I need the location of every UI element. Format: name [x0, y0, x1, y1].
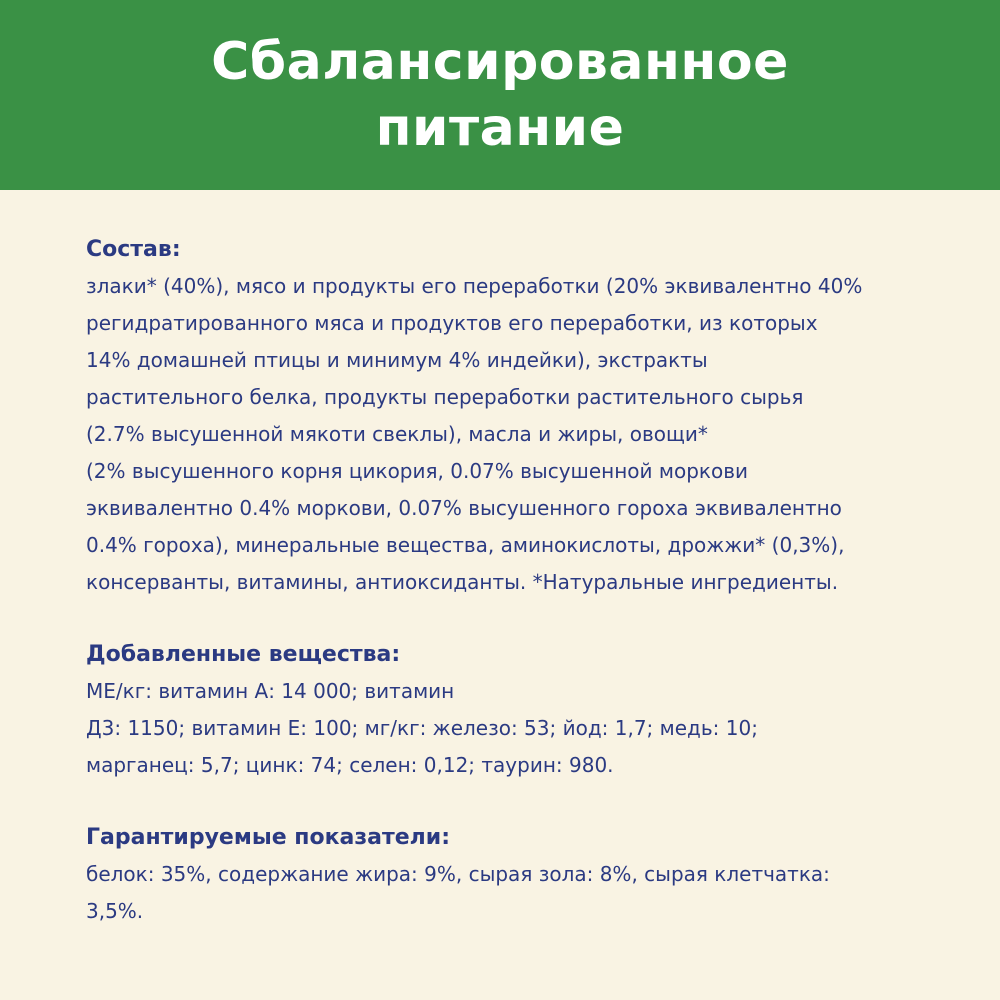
text-line: марганец: 5,7; цинк: 74; селен: 0,12; таурин: 980. [86, 753, 614, 777]
section-guaranteed-analysis [86, 820, 966, 930]
section-heading: Гарантируемые показатели: [86, 825, 451, 850]
text-line: регидратированного мяса и продуктов его переработки, из которых [86, 311, 818, 335]
title-line: питание [375, 98, 625, 158]
text-line: 3,5%. [86, 899, 144, 923]
section-body [86, 673, 966, 784]
title-banner [0, 0, 1000, 190]
section-body [86, 856, 966, 930]
content-area [86, 232, 966, 930]
section-composition [86, 232, 966, 601]
text-line: растительного белка, продукты переработки растительного сырья [86, 385, 804, 409]
section-heading: Состав: [86, 237, 181, 262]
text-line: 0.4% гороха), минеральные вещества, аминокислоты, дрожжи* (0,3%), [86, 533, 845, 557]
section-heading: Добавленные вещества: [86, 642, 401, 667]
text-line: (2% высушенного корня цикория, 0.07% высушенной моркови [86, 459, 749, 483]
text-line: МЕ/кг: витамин А: 14 000; витамин [86, 679, 455, 703]
text-line: эквивалентно 0.4% моркови, 0.07% высушенного гороха эквивалентно [86, 496, 842, 520]
title-line: Сбалансированное [211, 32, 789, 92]
section-body [86, 268, 966, 601]
text-line: 14% домашней птицы и минимум 4% индейки), экстракты [86, 348, 708, 372]
text-line: злаки* (40%), мясо и продукты его переработки (20% эквивалентно 40% [86, 274, 863, 298]
text-line: Д3: 1150; витамин Е: 100; мг/кг: железо: 53; йод: 1,7; медь: 10; [86, 716, 758, 740]
text-line: консерванты, витамины, антиоксиданты. *Натуральные ингредиенты. [86, 570, 839, 594]
text-line: (2.7% высушенной мякоти свеклы), масла и жиры, овощи* [86, 422, 708, 446]
section-additives [86, 637, 966, 784]
page-title [211, 29, 789, 161]
text-line: белок: 35%, содержание жира: 9%, сырая зола: 8%, сырая клетчатка: [86, 862, 830, 886]
